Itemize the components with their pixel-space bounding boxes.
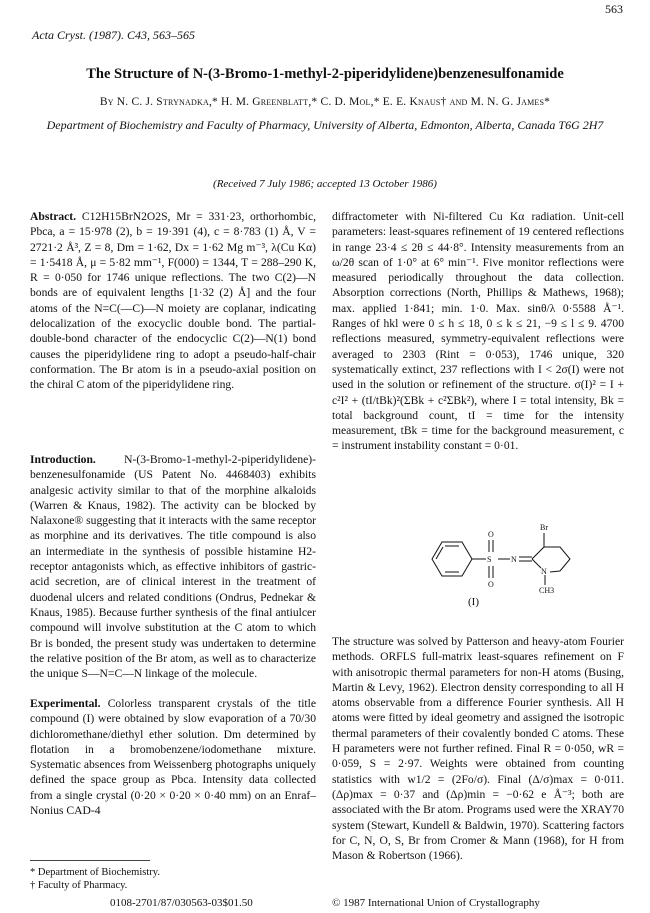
abstract-section	[30, 209, 316, 393]
article-code: 0108-2701/87/030563-03$01.50	[110, 897, 253, 909]
experimental-heading: Experimental.	[30, 697, 101, 710]
introduction-section	[30, 452, 316, 681]
label-s: S	[487, 555, 492, 564]
footnote-pharmacy: † Faculty of Pharmacy.	[30, 880, 128, 891]
refinement-section: The structure was solved by Patterson and heavy-atom Fourier methods. ORFLS full-matrix least-squares refinement on F with anisotropic thermal parameters for non-H atoms (Busing, Martin & Levy, 1962). Electron density corresponding to all H atoms observable from a difference Fourier synthesis. All H atoms were fitted by ideal geometry and assigned the isotropic thermal parameters of their covalently bonded C atoms. These H parameters were not further refined. Final R = 0·050, wR = 0·059, S = 2·97. Weights were obtained from counting statistics with w1/2 = (2Fo/σ). Final (Δ/σ)max = 0·011. (Δρ)max = 0·37 and (Δρ)min = −0·62 e Å⁻³; both are associated with the Br atom. Programs used were the XRAY70 system (Stewart, Kundell & Baldwin, 1970). Scattering factors for C, N, O, S, Br from Cromer & Mann (1968), for H from Mason & Robertson (1966).	[332, 635, 624, 863]
label-br: Br	[540, 523, 548, 532]
label-o-top: O	[488, 530, 494, 539]
label-ch3: CH3	[539, 586, 555, 595]
introduction-text: N-(3-Bromo-1-methyl-2-piperidylidene)-benzenesulfonamide (US Patent No. 4468403) exhibits analgesic activity similar to that of the morphine alkaloids (Warren & Knaus, 1982). The activity can be blocked by Nalaxone® suggesting that it interacts with the same receptor as morphine and its derivatives. The title compound is also an intermediate in the synthesis of possible histamine H2-receptor antagonists which, as effective inhibitors of gastric-acid secretion, are of clinical interest in the treatment of duodenal ulcers and related conditions (Ondrus, Pednekar & Knaus, 1985). Because further synthesis of the final antiulcer compound will involve substitution at the C atom to which Br is bonded, the present study was undertaken to determine the relative position of the Br atom, as well as to characterize the unique S—N=C—N linkage of the molecule.	[30, 453, 316, 681]
piperidine-ring	[532, 547, 570, 571]
abstract-text: C12H15BrN2O2S, Mr = 331·23, orthorhombic, Pbca, a = 15·978 (2), b = 19·391 (4), c = 8·783 (1) Å, V = 2721·2 Å³, Z = 8, Dm = 1·62, Dx = 1·62 Mg m⁻³, λ(Cu Kα) = 1·5418 Å, μ = 5·82 mm⁻¹, F(000) = 1344, T = 288–290 K, R = 0·050 for 1746 unique reflections. The two C(2)—N bonds are of equivalent lengths [1·32 (2) Å] and the four atoms of the N=C(—C)—N moiety are coplanar, indicating delocalization of the exocyclic double bond. The partial-double-bond character of the endocyclic C(2)—N(1) bond causes the piperidylidene ring to adopt a pseudo-half-chair conformation. The Br atom is in a pseudo-axial position on the chiral C atom of the piperidylidene ring.	[30, 210, 317, 392]
paper-title: The Structure of N-(3-Bromo-1-methyl-2-piperidylidene)benzenesulfonamide	[86, 66, 564, 82]
footnote-rule	[30, 860, 150, 861]
footnotes	[30, 866, 316, 892]
structure-caption: (I)	[468, 596, 479, 608]
label-n-ring: N	[541, 567, 547, 576]
label-n-exocyclic: N	[511, 555, 517, 564]
received-dates: (Received 7 July 1986; accepted 13 October 1986)	[213, 178, 437, 190]
author-list: By N. C. J. Strynadka,* H. M. Greenblatt,* C. D. Mol,* E. E. Knaus† and M. N. G. James*	[99, 96, 551, 108]
page-number: 563	[605, 2, 623, 16]
copyright: © 1987 International Union of Crystallography	[332, 897, 540, 909]
experimental-section	[30, 696, 316, 818]
label-o-bottom: O	[488, 580, 494, 589]
chemical-structure-diagram	[420, 515, 630, 595]
affiliation: Department of Biochemistry and Faculty of Pharmacy, University of Alberta, Edmonton, Alberta, Canada T6G 2H7	[46, 118, 604, 132]
experimental-text: Colorless transparent crystals of the title compound (I) were obtained by slow evaporation of a 70/30 dichloromethane/diethyl ether solution. Dm determined by flotation in a bromobenzene/iodomethane mixture. Systematic absences from Weissenberg photographs uniquely defined the space group as Pbca. Intensity data collected from a single crystal (0·20 × 0·20 × 0·40 mm) on an Enraf–Nonius CAD-4	[30, 697, 316, 818]
experimental-continued: diffractometer with Ni-filtered Cu Kα radiation. Unit-cell parameters: least-squares refinement of 19 centered reflections in range 23·4 ≤ 2θ ≤ 44·8°. Intensity measurements from an ω/2θ scan of 1·0° at 6° min⁻¹. Five monitor reflections were measured periodically throughout the data collection. Absorption corrections (North, Phillips & Mathews, 1968); max. applied 1·841; min. 1·0. Max. sinθ/λ 0·5588 Å⁻¹. Ranges of hkl were 0 ≤ h ≤ 18, 0 ≤ k ≤ 21, −9 ≤ l ≤ 9. 4700 reflections measured, symmetry-equivalent reflections were averaged to 2303 (Rint = 0·053), 1746 unique, 320 systematically extinct, 237 reflections with I < 2σ(I) were not used in the solution or refinement of the structure. σ(I)² = I + c²I² + (tI/tBk)²(ΣBk + c²ΣBk²), where I = total intensity, Bk = total background count, tI = time for the intensity measurement, tBk = time for the background measurement, c = instrument instability constant = 0·01.	[332, 210, 624, 453]
footnote-biochemistry: * Department of Biochemistry.	[30, 867, 160, 878]
abstract-heading: Abstract.	[30, 210, 77, 223]
journal-citation: Acta Cryst. (1987). C43, 563–565	[32, 28, 195, 42]
benzene-ring	[432, 542, 472, 576]
introduction-heading: Introduction.	[30, 453, 96, 466]
